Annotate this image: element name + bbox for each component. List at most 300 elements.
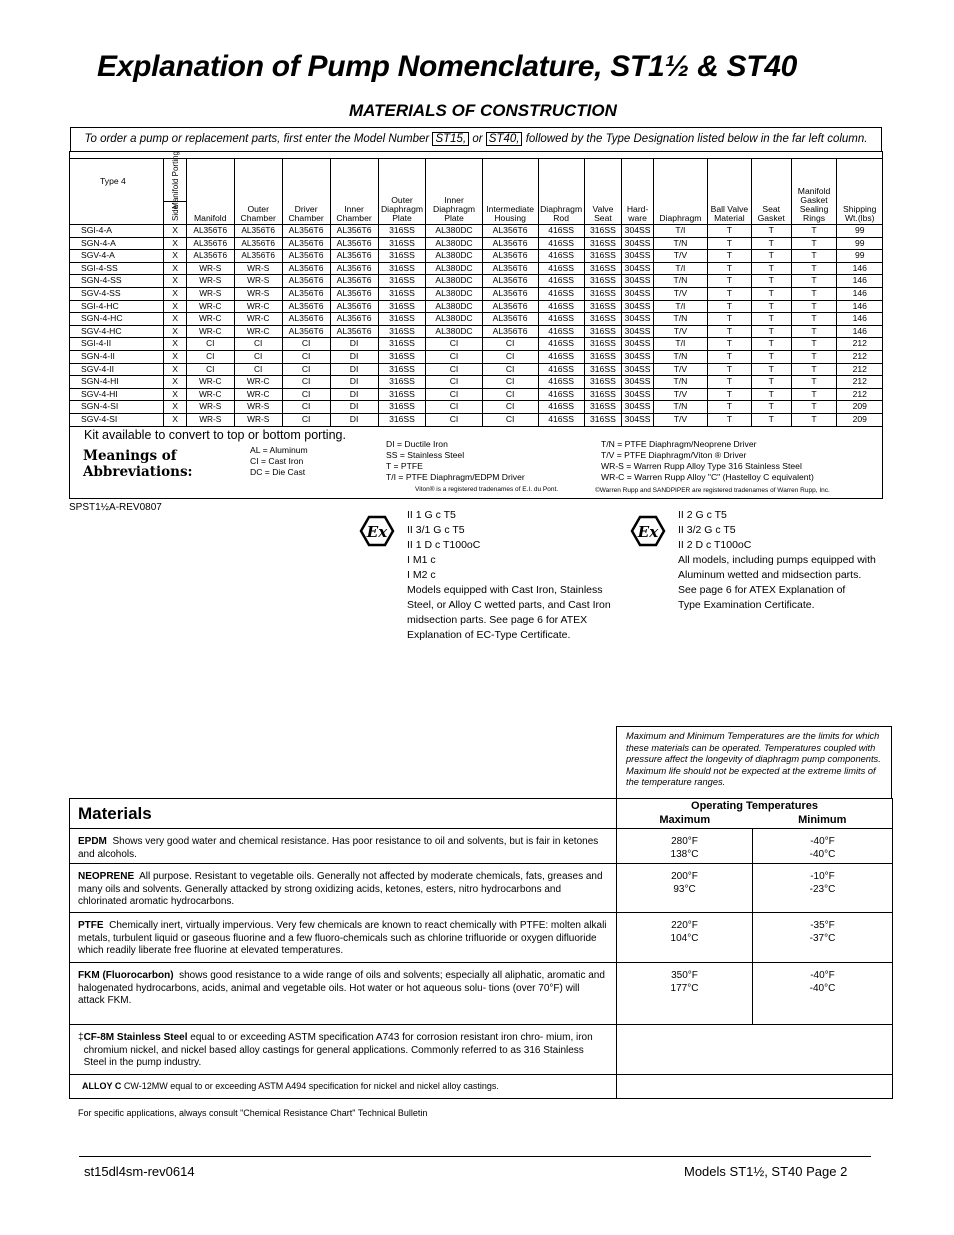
alloy-c-row: ALLOY C CW-12MW equal to or exceeding ASTM A494 specification for nickel and nickel alloy castings. [70, 1075, 893, 1099]
table-cell: T [791, 250, 837, 263]
table-cell: WR-S [186, 275, 234, 288]
table-cell: X [164, 350, 186, 363]
table-cell: T [751, 363, 791, 376]
table-row [70, 388, 882, 401]
table-cell: T [791, 388, 837, 401]
material-row: EPDM Shows very good water and chemical resistance. Has poor resistance to oil and solvents, but is fair in ketones and alcohols. 280°F 138°C -40°F -40°C [70, 829, 893, 864]
table-cell: 316SS [584, 300, 622, 313]
table-cell: T/V [653, 287, 707, 300]
header-intermediate-housing: Intermediate Housing [482, 159, 538, 225]
table-cell: 316SS [584, 262, 622, 275]
header-valve-seat: Valve Seat [584, 159, 622, 225]
table-cell: T [707, 287, 751, 300]
table-cell: T [707, 262, 751, 275]
table-cell: 416SS [538, 401, 584, 414]
table-cell: WR-C [186, 376, 234, 389]
table-cell: 416SS [538, 313, 584, 326]
table-cell: 316SS [584, 325, 622, 338]
table-cell: T [751, 287, 791, 300]
table-cell: T [707, 388, 751, 401]
table-cell: 416SS [538, 413, 584, 426]
table-cell: 416SS [538, 325, 584, 338]
table-cell: 416SS [538, 225, 584, 238]
table-cell: 316SS [584, 237, 622, 250]
svg-text:Ex: Ex [637, 523, 659, 541]
table-cell: 99 [837, 250, 882, 263]
table-row [70, 401, 882, 414]
table-cell: 316SS [378, 325, 426, 338]
table-cell: AL356T6 [282, 250, 330, 263]
table-cell: 304SS [622, 388, 654, 401]
table-cell: AL356T6 [330, 287, 378, 300]
table-cell: 416SS [538, 388, 584, 401]
table-cell: T/N [653, 313, 707, 326]
table-cell: 316SS [378, 338, 426, 351]
table-cell: DI [330, 338, 378, 351]
header-inner-diaphragm-plate: Inner Diaphragm Plate [426, 159, 482, 225]
table-cell: T [791, 350, 837, 363]
table-cell: WR-C [234, 388, 282, 401]
table-cell: X [164, 376, 186, 389]
table-cell: AL356T6 [234, 237, 282, 250]
table-cell: WR-S [234, 401, 282, 414]
table-cell: 316SS [378, 363, 426, 376]
table-cell: CI [282, 376, 330, 389]
table-cell: 316SS [584, 225, 622, 238]
table-cell: T [791, 262, 837, 275]
table-cell: 304SS [622, 250, 654, 263]
table-cell: AL380DC [426, 325, 482, 338]
table-cell: 304SS [622, 325, 654, 338]
table-row [70, 275, 882, 288]
abbreviations-col-3: T/N = PTFE Diaphragm/Neoprene Driver T/V = PTFE Diaphragm/Viton ® Driver WR-S = Warren Rupp Alloy Type 316 Stainless Steel WR-C = Warren Rupp Alloy "C" (Hastelloy C equivalent) [601, 439, 814, 482]
table-cell: T [707, 413, 751, 426]
type-designation: SGV-4-HI [70, 388, 164, 401]
table-cell: 416SS [538, 376, 584, 389]
table-cell: T [791, 287, 837, 300]
table-cell: X [164, 388, 186, 401]
table-cell: 316SS [584, 313, 622, 326]
table-cell: T [751, 401, 791, 414]
table-cell: T [751, 262, 791, 275]
table-cell: 212 [837, 338, 882, 351]
table-cell: 316SS [378, 388, 426, 401]
table-cell: T [791, 325, 837, 338]
table-cell: T/I [653, 338, 707, 351]
table-cell: T [707, 237, 751, 250]
table-cell: CI [234, 363, 282, 376]
table-cell: 316SS [378, 262, 426, 275]
table-cell: AL356T6 [482, 300, 538, 313]
table-cell: T [707, 250, 751, 263]
table-cell: T [791, 363, 837, 376]
table-cell: CI [234, 350, 282, 363]
table-cell: T [791, 237, 837, 250]
table-cell: 316SS [378, 413, 426, 426]
model-st15: ST15, [432, 132, 469, 146]
table-cell: T/V [653, 413, 707, 426]
table-cell: AL356T6 [282, 287, 330, 300]
temperature-note: Maximum and Minimum Temperatures are the limits for which these materials can be operated. Temperatures coupled with pressure affect the longevity of diaphragm pump components. Maximum life should not be expected at the extreme limits of the temperature ranges. [616, 726, 892, 799]
table-cell: 304SS [622, 275, 654, 288]
table-cell: WR-S [186, 401, 234, 414]
table-cell: AL356T6 [330, 250, 378, 263]
table-cell: AL356T6 [282, 325, 330, 338]
table-cell: 416SS [538, 275, 584, 288]
table-cell: T [751, 388, 791, 401]
document-code: SPST1½A-REV0807 [69, 502, 162, 513]
table-cell: X [164, 275, 186, 288]
table-cell: 316SS [378, 300, 426, 313]
table-cell: AL380DC [426, 250, 482, 263]
table-cell: AL380DC [426, 313, 482, 326]
table-cell: 212 [837, 388, 882, 401]
abbreviations-col-2: DI = Ductile Iron SS = Stainless Steel T = PTFE T/I = PTFE Diaphragm/EDPM Driver [386, 439, 525, 482]
abbreviations-title: Meanings of Abbreviations: [83, 448, 193, 480]
table-cell: X [164, 300, 186, 313]
table-cell: X [164, 363, 186, 376]
table-cell: T [707, 313, 751, 326]
table-cell: 99 [837, 225, 882, 238]
table-row [70, 287, 882, 300]
table-cell: AL356T6 [482, 275, 538, 288]
svg-text:Ex: Ex [366, 523, 388, 541]
table-cell: AL356T6 [482, 237, 538, 250]
table-row [70, 237, 882, 250]
table-cell: 304SS [622, 363, 654, 376]
table-cell: AL356T6 [234, 225, 282, 238]
table-row [70, 325, 882, 338]
table-cell: 416SS [538, 237, 584, 250]
nomenclature-table [70, 151, 882, 427]
table-cell: 304SS [622, 313, 654, 326]
table-cell: 304SS [622, 287, 654, 300]
table-cell: WR-C [234, 325, 282, 338]
table-cell: CI [186, 338, 234, 351]
table-cell: X [164, 413, 186, 426]
table-cell: AL356T6 [282, 313, 330, 326]
table-cell: T/N [653, 376, 707, 389]
table-cell: WR-C [186, 325, 234, 338]
table-cell: AL356T6 [482, 313, 538, 326]
table-cell: T [707, 338, 751, 351]
table-cell: 316SS [378, 225, 426, 238]
table-cell: AL356T6 [282, 225, 330, 238]
operating-temperatures-label: Operating Temperatures [691, 800, 818, 812]
table-cell: T [751, 225, 791, 238]
table-cell: 304SS [622, 401, 654, 414]
table-cell: 209 [837, 413, 882, 426]
table-cell: 146 [837, 275, 882, 288]
table-cell: 304SS [622, 300, 654, 313]
table-cell: 304SS [622, 338, 654, 351]
table-row [70, 250, 882, 263]
table-cell: WR-S [186, 413, 234, 426]
table-cell: T [707, 225, 751, 238]
header-outer-diaphragm-plate: Outer Diaphragm Plate [378, 159, 426, 225]
table-cell: T [791, 376, 837, 389]
type-designation: SGN-4-A [70, 237, 164, 250]
table-cell: 316SS [584, 275, 622, 288]
table-cell: T [751, 250, 791, 263]
table-cell: WR-C [186, 313, 234, 326]
table-cell: CI [282, 350, 330, 363]
table-cell: DI [330, 401, 378, 414]
table-cell: 146 [837, 313, 882, 326]
page-title: Explanation of Pump Nomenclature, ST1½ & ST40 [97, 50, 797, 83]
header-shipping-weight: Shipping Wt.(lbs) [837, 159, 882, 225]
table-cell: CI [234, 338, 282, 351]
table-cell: AL380DC [426, 300, 482, 313]
header-seat-gasket: Seat Gasket [751, 159, 791, 225]
table-cell: T/N [653, 350, 707, 363]
table-cell: AL356T6 [330, 300, 378, 313]
table-cell: CI [426, 338, 482, 351]
minimum-label: Minimum [798, 814, 847, 826]
table-cell: AL356T6 [282, 275, 330, 288]
table-cell: 316SS [584, 350, 622, 363]
table-cell: DI [330, 363, 378, 376]
table-cell: T/I [653, 262, 707, 275]
table-cell: 304SS [622, 413, 654, 426]
type-designation: SGV-4-HC [70, 325, 164, 338]
table-cell: 416SS [538, 250, 584, 263]
table-cell: AL356T6 [282, 262, 330, 275]
header-manifold: Manifold [186, 159, 234, 225]
table-row [70, 313, 882, 326]
table-cell: CI [186, 350, 234, 363]
table-cell: 316SS [378, 287, 426, 300]
table-cell: T [707, 401, 751, 414]
table-cell: 212 [837, 376, 882, 389]
table-cell: T [707, 363, 751, 376]
table-cell: T [707, 376, 751, 389]
table-cell: CI [426, 413, 482, 426]
table-cell: CI [482, 388, 538, 401]
chemical-resistance-note: For specific applications, always consult "Chemical Resistance Chart" Technical Bulletin [78, 1108, 428, 1118]
table-cell: 146 [837, 325, 882, 338]
table-cell: T [751, 313, 791, 326]
type-designation: SGV-4-II [70, 363, 164, 376]
table-cell: T/V [653, 388, 707, 401]
table-cell: 416SS [538, 363, 584, 376]
table-cell: CI [426, 350, 482, 363]
table-cell: DI [330, 376, 378, 389]
materials-table [69, 798, 893, 1099]
table-cell: WR-C [186, 300, 234, 313]
type-designation: SGI-4-II [70, 338, 164, 351]
atex-right-text: II 2 G c T5 II 3/2 G c T5 II 2 D c T100oC All models, including pumps equipped with Aluminum wetted and midsection parts. See page 6 for ATEX Explanation of Type Examination Certificate. [678, 509, 876, 611]
table-cell: WR-C [234, 376, 282, 389]
table-cell: AL356T6 [282, 300, 330, 313]
table-cell: T/I [653, 300, 707, 313]
table-cell: 316SS [584, 363, 622, 376]
table-cell: CI [282, 401, 330, 414]
table-cell: T [791, 413, 837, 426]
footer-page-label: Models ST1½, ST40 Page 2 [684, 1164, 848, 1179]
table-cell: AL356T6 [186, 237, 234, 250]
table-cell: T [791, 338, 837, 351]
table-cell: AL380DC [426, 225, 482, 238]
table-cell: T [751, 237, 791, 250]
table-cell: X [164, 237, 186, 250]
table-cell: CI [482, 376, 538, 389]
header-diaphragm-rod: Diaphragm Rod [538, 159, 584, 225]
table-row [70, 350, 882, 363]
footer-doc-id: st15dl4sm-rev0614 [84, 1164, 195, 1179]
table-cell: 416SS [538, 262, 584, 275]
section-heading: MATERIALS OF CONSTRUCTION [349, 101, 617, 120]
table-cell: 416SS [538, 287, 584, 300]
table-cell: 99 [837, 237, 882, 250]
table-cell: 316SS [584, 413, 622, 426]
table-cell: X [164, 313, 186, 326]
table-cell: CI [282, 338, 330, 351]
table-cell: T [791, 275, 837, 288]
table-cell: AL356T6 [330, 225, 378, 238]
table-cell: AL356T6 [330, 237, 378, 250]
type-designation: SGV-4-A [70, 250, 164, 263]
table-cell: T [791, 401, 837, 414]
model-st40: ST40, [486, 132, 523, 146]
table-cell: DI [330, 413, 378, 426]
table-cell: AL356T6 [330, 262, 378, 275]
abbreviations-col-1: AL = Aluminum CI = Cast Iron DC = Die Cast [250, 445, 308, 477]
table-cell: CI [282, 413, 330, 426]
table-cell: AL356T6 [234, 250, 282, 263]
table-cell: T [751, 325, 791, 338]
table-cell: 316SS [378, 401, 426, 414]
header-driver-chamber: Driver Chamber [282, 159, 330, 225]
table-cell: CI [426, 401, 482, 414]
table-cell: AL356T6 [482, 250, 538, 263]
table-row [70, 376, 882, 389]
table-cell: CI [426, 363, 482, 376]
table-cell: CI [482, 363, 538, 376]
table-cell: T [751, 338, 791, 351]
header-diaphragm: Diaphragm [653, 159, 707, 225]
table-cell: AL356T6 [482, 225, 538, 238]
table-cell: T/V [653, 325, 707, 338]
viton-trademark-note: Viton® is a registered tradenames of E.I. du Pont. [415, 486, 559, 493]
material-row: NEOPRENE All purpose. Resistant to vegetable oils. Generally not affected by moderate chemicals, fats, greases and many oils and solvents. Generally attacked by strong oxidizing acids, ketones, esters, nitro hydrocarbons and chlorinated aromatic hydrocarbons. 200°F 93°C -10°F -23°C [70, 864, 893, 913]
table-cell: 416SS [538, 338, 584, 351]
table-cell: 304SS [622, 350, 654, 363]
warren-rupp-trademark-note: ©Warren Rupp and SANDPIPER are registered tradenames of Warren Rupp, Inc. [595, 487, 830, 494]
table-cell: CI [282, 363, 330, 376]
type-designation: SGV-4-SS [70, 287, 164, 300]
order-instruction: To order a pump or replacement parts, first enter the Model Number ST15, or ST40, followed by the Type Designation listed below in the far left column. [70, 127, 882, 152]
table-cell: X [164, 325, 186, 338]
table-cell: T/I [653, 225, 707, 238]
table-cell: X [164, 338, 186, 351]
table-cell: CI [426, 388, 482, 401]
table-cell: 416SS [538, 300, 584, 313]
table-cell: X [164, 262, 186, 275]
table-cell: 146 [837, 262, 882, 275]
header-manifold-porting-side: Manifold Porting Side [164, 159, 186, 225]
table-cell: WR-S [186, 262, 234, 275]
header-manifold-gasket-sealing-rings: Manifold Gasket Sealing Rings [791, 159, 837, 225]
table-cell: AL356T6 [482, 262, 538, 275]
table-cell: 316SS [584, 401, 622, 414]
atex-ex-icon [359, 515, 395, 547]
table-cell: WR-C [186, 388, 234, 401]
material-row: PTFE Chemically inert, virtually impervious. Very few chemicals are known to react chemically with PTFE: molten alkali metals, turbulent liquid or gaseous fluorine and a few fluoro-chemicals such as chlorine trifluoride or oxygen difluoride which readily liberate free fluorine at elevated temperatures. 220°F 104°C -35°F -37°C [70, 913, 893, 963]
table-cell: 416SS [538, 350, 584, 363]
header-inner-chamber: Inner Chamber [330, 159, 378, 225]
table-cell: 316SS [378, 275, 426, 288]
table-cell: AL380DC [426, 237, 482, 250]
table-cell: X [164, 250, 186, 263]
type-designation: SGI-4-SS [70, 262, 164, 275]
type-designation: SGN-4-SS [70, 275, 164, 288]
footer-divider [79, 1156, 871, 1157]
table-row [70, 338, 882, 351]
table-cell: 316SS [378, 250, 426, 263]
table-cell: AL380DC [426, 262, 482, 275]
table-cell: 316SS [584, 376, 622, 389]
type-designation: SGI-4-HC [70, 300, 164, 313]
table-cell: 304SS [622, 225, 654, 238]
table-cell: CI [282, 388, 330, 401]
table-cell: DI [330, 350, 378, 363]
table-row [70, 413, 882, 426]
type-designation: SGV-4-SI [70, 413, 164, 426]
table-cell: X [164, 225, 186, 238]
header-outer-chamber: Outer Chamber [234, 159, 282, 225]
table-cell: 146 [837, 287, 882, 300]
table-cell: CI [426, 376, 482, 389]
table-cell: 316SS [378, 237, 426, 250]
cf8m-row: ‡ CF-8M Stainless Steel equal to or exceeding ASTM specification A743 for corrosion resistant iron chro- mium, iron chromium nickel, and nickel based alloy castings for general applications. Commonly referred to as 316 Stainless Steel in the pump industry. [70, 1025, 893, 1075]
table-cell: 316SS [584, 287, 622, 300]
table-cell: 316SS [378, 313, 426, 326]
table-cell: T/V [653, 363, 707, 376]
header-hardware: Hard- ware [622, 159, 654, 225]
table-cell: T [751, 350, 791, 363]
table-cell: T [751, 376, 791, 389]
type-designation: SGN-4-SI [70, 401, 164, 414]
table-cell: X [164, 401, 186, 414]
kit-note: Kit available to convert to top or bottom porting. [84, 428, 346, 442]
atex-left-text: II 1 G c T5 II 3/1 G c T5 II 1 D c T100oC I M1 c I M2 c Models equipped with Cast Iron, Stainless Steel, or Alloy C wetted parts, and Cast Iron midsection parts. See page 6 for ATEX Explanation of EC-Type Certificate. [407, 509, 611, 641]
table-cell: T [791, 313, 837, 326]
table-cell: 316SS [378, 350, 426, 363]
material-row: FKM (Fluorocarbon) shows good resistance to a wide range of oils and solvents; especially all aliphatic, aromatic and halogenated hydrocarbons, acids, animal and vegetable oils. Hot water or hot aqueous solu- tions (over 70°F) will attack FKM. 350°F 177°C -40°F -40°C [70, 963, 893, 1025]
type-designation: SGN-4-HC [70, 313, 164, 326]
table-cell: AL356T6 [330, 325, 378, 338]
table-cell: T [751, 413, 791, 426]
maximum-label: Maximum [659, 814, 711, 826]
table-cell: 146 [837, 300, 882, 313]
table-cell: DI [330, 388, 378, 401]
table-cell: 304SS [622, 237, 654, 250]
table-cell: AL380DC [426, 287, 482, 300]
table-cell: 209 [837, 401, 882, 414]
table-row [70, 300, 882, 313]
table-cell: AL380DC [426, 275, 482, 288]
atex-ex-icon [630, 515, 666, 547]
header-ball-valve-material: Ball Valve Material [707, 159, 751, 225]
table-cell: WR-C [234, 313, 282, 326]
table-cell: 304SS [622, 376, 654, 389]
table-cell: 316SS [584, 388, 622, 401]
table-cell: T [707, 350, 751, 363]
table-row [70, 262, 882, 275]
table-cell: T [707, 275, 751, 288]
table-row [70, 225, 882, 238]
